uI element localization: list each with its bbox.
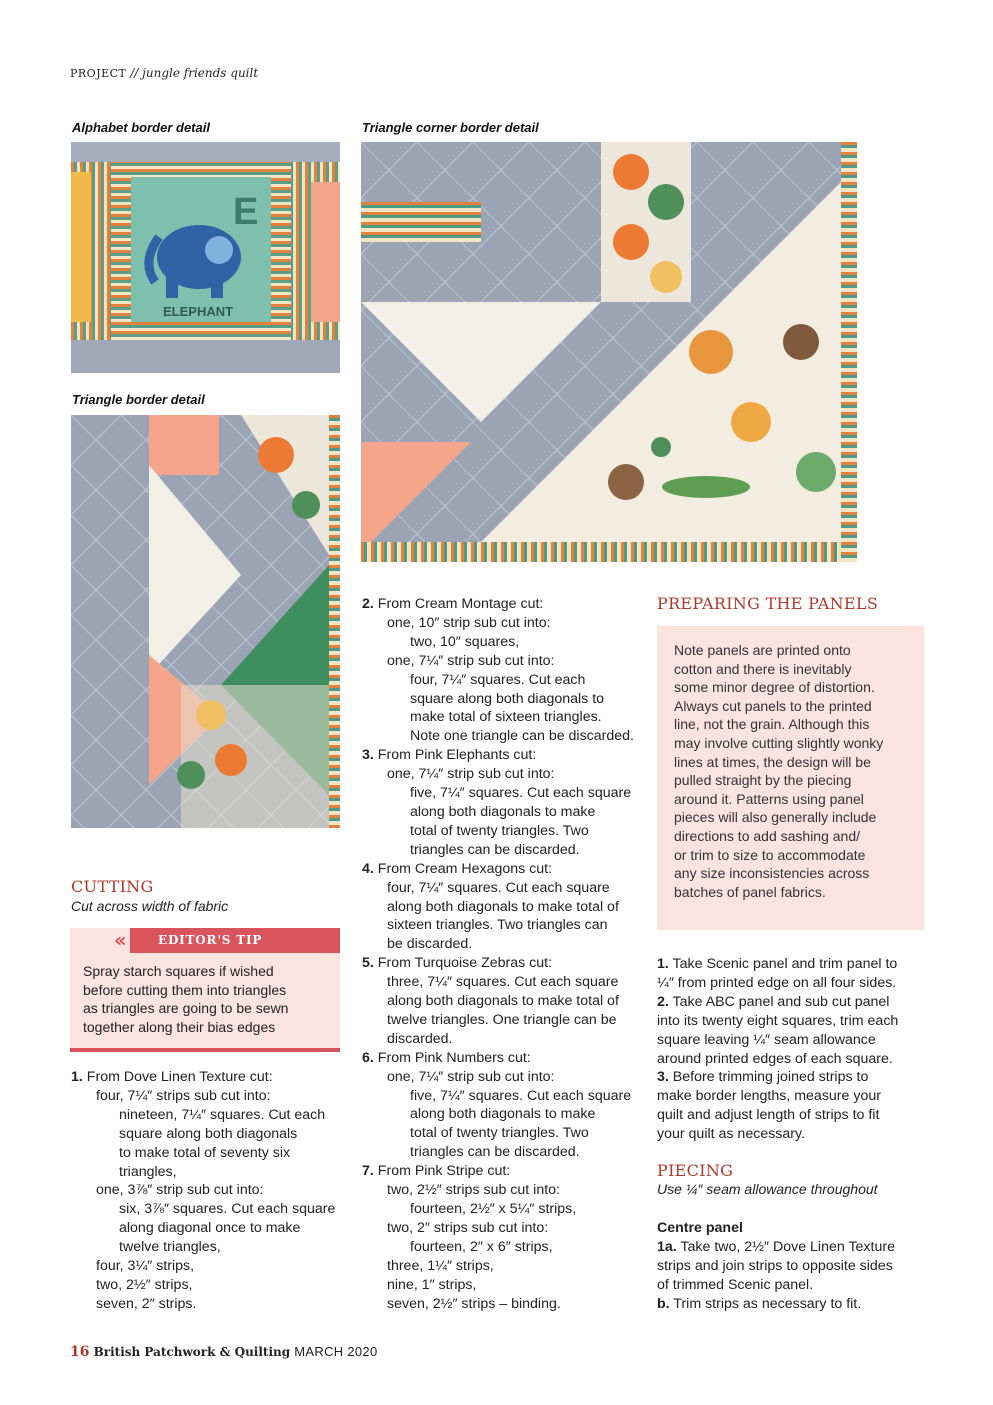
list-item: total of twenty triangles. Two xyxy=(410,822,589,839)
list-number: 2. xyxy=(362,596,374,612)
issue-date: MARCH 2020 xyxy=(294,1344,378,1359)
cutting-list-col1 xyxy=(71,1068,335,1314)
list-item: two, 2½″ strips sub cut into: xyxy=(387,1182,560,1199)
step-number: b. xyxy=(657,1295,670,1312)
list-item: make total of sixteen triangles. xyxy=(410,709,602,726)
caption-triangle: Triangle border detail xyxy=(72,392,205,407)
list-item: one, 10″ strip sub cut into: xyxy=(387,614,551,631)
list-item: twelve triangles, xyxy=(119,1239,221,1256)
step-number: 1. xyxy=(657,956,669,972)
step-text: Take Scenic panel and trim panel to xyxy=(672,956,898,972)
list-item: two, 2½″ strips, xyxy=(96,1276,193,1293)
list-item: four, 7¼″ squares. Cut each xyxy=(410,671,586,688)
triangle-border-photo xyxy=(71,415,340,828)
note-line: Always cut panels to the printed xyxy=(674,697,872,714)
note-line: pieces will also generally include xyxy=(674,809,877,826)
cutting-subheading: Cut across width of fabric xyxy=(71,898,229,914)
magazine-name: British Patchwork & Quilting xyxy=(93,1345,291,1359)
list-number: 3. xyxy=(362,747,374,764)
editors-tip-text xyxy=(83,962,288,1036)
list-item: From Cream Montage cut: xyxy=(377,596,544,612)
list-item: From Cream Hexagons cut: xyxy=(377,860,553,877)
list-item: four, 7¼″ strips sub cut into: xyxy=(96,1087,271,1104)
list-item: five, 7¼″ squares. Cut each square xyxy=(410,785,632,802)
list-item: one, 7¼″ strip sub cut into: xyxy=(387,766,555,783)
caption-triangle-corner: Triangle corner border detail xyxy=(362,120,539,135)
step-text: of trimmed Scenic panel. xyxy=(657,1276,814,1293)
list-item: square along both diagonals to xyxy=(410,690,605,707)
page-number: 16 xyxy=(70,1344,90,1360)
piecing-steps xyxy=(657,1219,895,1314)
note-line: pulled straight by the piecing xyxy=(674,772,852,789)
list-number: 4. xyxy=(362,860,374,877)
panel-note-text xyxy=(674,641,883,901)
triangle-corner-border-photo xyxy=(361,142,857,562)
editors-tip-label: EDITOR'S TIP xyxy=(158,933,263,947)
step-text: your quilt as necessary. xyxy=(657,1126,805,1143)
list-item: two, 2″ strips sub cut into: xyxy=(387,1219,549,1236)
list-item: to make total of seventy six xyxy=(119,1144,291,1161)
chevron-left-icon: ‹‹ xyxy=(114,928,123,952)
note-line: directions to add sashing and/ xyxy=(674,827,861,844)
step-text: Take ABC panel and sub cut panel xyxy=(672,993,890,1010)
list-item: along both diagonals to make total of xyxy=(387,898,619,915)
note-line: cotton and there is inevitably xyxy=(674,660,852,677)
note-line: some minor degree of distortion. xyxy=(674,679,875,696)
list-number: 5. xyxy=(362,955,374,972)
editors-tip-line: as triangles are going to be sewn xyxy=(83,1000,289,1016)
photo-animal-name: ELEPHANT xyxy=(163,304,234,319)
list-item: three, 7¼″ squares. Cut each square xyxy=(387,974,619,991)
preparing-steps xyxy=(657,955,898,1144)
running-header xyxy=(70,66,258,80)
caption-alphabet: Alphabet border detail xyxy=(72,120,210,135)
note-line: or trim to size to accommodate xyxy=(674,846,866,863)
list-item: From Turquoise Zebras cut: xyxy=(377,955,553,972)
editors-tip-line: Spray starch squares if wished xyxy=(83,963,274,979)
list-number: 7. xyxy=(362,1163,374,1180)
list-item: five, 7¼″ squares. Cut each square xyxy=(410,1087,632,1104)
step-text: Before trimming joined strips to xyxy=(672,1069,869,1086)
header-title: jungle friends quilt xyxy=(142,66,259,80)
step-text: Take two, 2½″ Dove Linen Texture xyxy=(680,1238,895,1255)
list-item: fourteen, 2″ x 6″ strips, xyxy=(410,1238,553,1255)
list-item: six, 3⅞″ squares. Cut each square xyxy=(119,1201,336,1218)
editors-tip-line: together along their bias edges xyxy=(83,1018,276,1035)
list-item: nine, 1″ strips, xyxy=(387,1276,477,1293)
editors-tip-tab xyxy=(114,928,340,953)
list-item: one, 7¼″ strip sub cut into: xyxy=(387,652,555,669)
list-item: twelve triangles. One triangle can be xyxy=(387,1011,617,1028)
editors-tip-box xyxy=(70,928,340,1052)
editors-tip-line: before cutting them into triangles xyxy=(83,981,287,998)
list-item: From Pink Elephants cut: xyxy=(377,747,537,764)
list-item: fourteen, 2½″ x 5¼″ strips, xyxy=(410,1201,577,1217)
step-text: strips and join strips to opposite sides xyxy=(657,1257,893,1274)
note-line: around it. Patterns using panel xyxy=(674,790,864,807)
list-item: total of twenty triangles. Two xyxy=(410,1125,589,1142)
step-text: square leaving ¼″ seam allowance xyxy=(657,1031,876,1048)
piecing-heading: PIECING xyxy=(657,1161,734,1180)
photo-letter-e: E xyxy=(233,191,259,233)
list-item: two, 10″ squares, xyxy=(410,633,520,650)
centre-panel-heading: Centre panel xyxy=(657,1220,743,1236)
list-number: 1. xyxy=(71,1069,83,1085)
list-item: From Pink Numbers cut: xyxy=(377,1049,531,1066)
list-item: along both diagonals to make xyxy=(410,1106,596,1123)
list-item: Note one triangle can be discarded. xyxy=(410,728,634,745)
list-item: one, 3⅞″ strip sub cut into: xyxy=(96,1182,264,1199)
note-line: batches of panel fabrics. xyxy=(674,883,826,900)
note-line: line, not the grain. Although this xyxy=(674,716,870,733)
list-item: triangles, xyxy=(119,1163,177,1180)
list-item: along diagonal once to make xyxy=(119,1220,301,1237)
list-item: along both diagonals to make total of xyxy=(387,993,619,1010)
list-item: four, 3¼″ strips, xyxy=(96,1258,195,1275)
list-item: triangles can be discarded. xyxy=(410,1144,580,1161)
list-item: discarded. xyxy=(387,1030,453,1047)
note-line: Note panels are printed onto xyxy=(674,642,851,658)
list-item: square along both diagonals xyxy=(119,1125,298,1142)
list-item: along both diagonals to make xyxy=(410,803,596,820)
step-text: make border lengths, measure your xyxy=(657,1088,881,1105)
page-footer xyxy=(70,1344,377,1360)
note-line: may involve cutting slightly wonky xyxy=(674,734,884,751)
step-text: into its twenty eight squares, trim each xyxy=(657,1012,899,1029)
header-section: PROJECT xyxy=(70,67,127,80)
step-number: 2. xyxy=(657,993,669,1010)
list-item: seven, 2½″ strips – binding. xyxy=(387,1295,561,1312)
list-item: triangles can be discarded. xyxy=(410,841,580,858)
list-item: one, 7¼″ strip sub cut into: xyxy=(387,1068,555,1085)
step-text: quilt and adjust length of strips to fit xyxy=(657,1107,880,1124)
list-item: From Dove Linen Texture cut: xyxy=(86,1069,273,1085)
list-item: From Pink Stripe cut: xyxy=(377,1163,511,1180)
list-item: four, 7¼″ squares. Cut each square xyxy=(387,879,610,896)
step-text: Trim strips as necessary to fit. xyxy=(673,1295,862,1312)
list-number: 6. xyxy=(362,1049,374,1066)
list-item: seven, 2″ strips. xyxy=(96,1295,197,1312)
piecing-subheading: Use ¼″ seam allowance throughout xyxy=(657,1181,878,1197)
list-item: nineteen, 7¼″ squares. Cut each xyxy=(119,1106,326,1123)
step-number: 1a. xyxy=(657,1238,677,1255)
step-number: 3. xyxy=(657,1069,669,1086)
step-text: around printed edges of each square. xyxy=(657,1050,893,1067)
note-line: lines at times, the design will be xyxy=(674,753,871,770)
list-item: sixteen triangles. Two triangles can xyxy=(387,917,608,934)
note-line: any size inconsistencies across xyxy=(674,865,870,882)
cutting-heading: CUTTING xyxy=(71,877,154,896)
cutting-list-col2 xyxy=(362,595,634,1313)
list-item: three, 1¼″ strips, xyxy=(387,1257,494,1274)
preparing-heading: PREPARING THE PANELS xyxy=(657,594,879,613)
alphabet-border-photo xyxy=(71,142,340,373)
panel-note-box xyxy=(657,626,924,930)
list-item: be discarded. xyxy=(387,936,473,953)
step-text: ¼″ from printed edge on all four sides. xyxy=(657,974,897,991)
header-separator: // xyxy=(130,66,139,80)
